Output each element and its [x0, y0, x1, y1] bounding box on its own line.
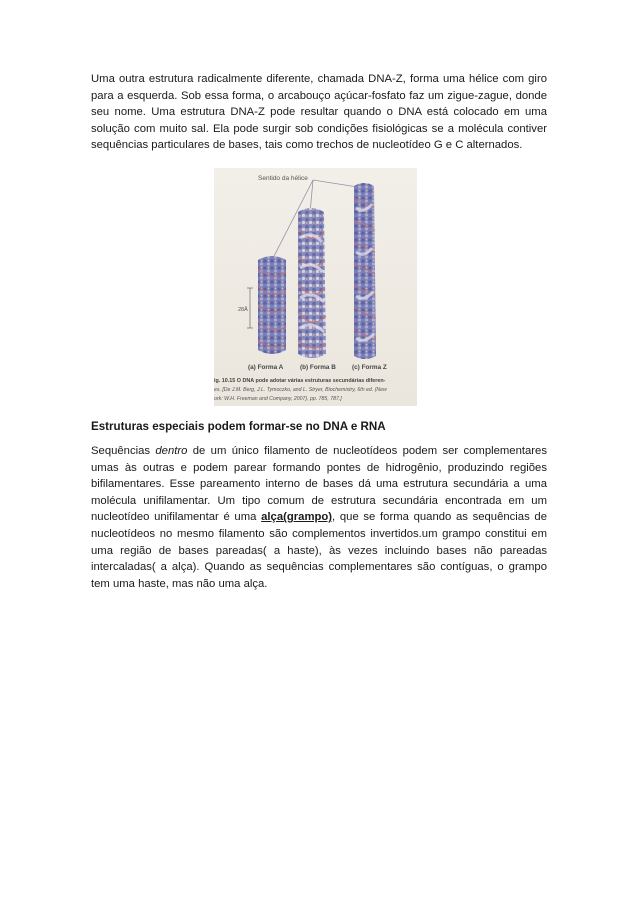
helix-direction-label: Sentido da hélice	[258, 174, 308, 182]
dna-form-z-helix	[354, 183, 376, 359]
paragraph-hairpin-italic: dentro	[155, 444, 188, 457]
form-z-label: (c) Forma Z	[352, 363, 387, 371]
dna-form-b-helix	[298, 208, 326, 358]
dna-forms-figure	[214, 168, 417, 406]
figure-caption-line-2: es. [De J.M. Berg, J.L. Tymoczko, and L. Stryer, Biochemistry, 6th ed. (New	[214, 386, 387, 393]
form-a-label: (a) Forma A	[248, 363, 284, 371]
paragraph-dna-z: Uma outra estrutura radicalmente diferente, chamada DNA-Z, forma uma hélice com giro para a esquerda. Sob essa forma, o arcabouço açúcar-fosfato faz um zigue-zague, donde seu nome. Uma estrutura DNA-Z pode resultar quando o DNA está colocado em uma solução com muito sal. Ela pode surgir sob condições fisiológicas se a molécula contiver sequências particulares de bases, tais como trechos de nucleotídeo G e C alternados.	[91, 73, 547, 152]
form-b-label: (b) Forma B	[300, 363, 336, 371]
paragraph-hairpin-part-2: de um único filamento de nucleotídeos podem ser complementares umas às outras e podem parear formando pontes de hidrogênio, produzindo regiões bifilamentares. Esse pareamento interno de bases dá uma estrutura secundária a uma molécula unifilamentar. Um tipo comum de estrutura secundária encontrada em um nucleotídeo unifilamentar é uma	[91, 444, 547, 524]
figure-caption-line-3: ork: W.H. Freeman and Company, 2007), pp. 785, 787.]	[214, 395, 342, 402]
hairpin-term: alça(grampo)	[261, 511, 333, 524]
document-page	[91, 71, 547, 592]
scale-label: 28Å	[238, 306, 248, 313]
section-heading: Estruturas especiais podem formar-se no DNA e RNA	[91, 419, 386, 433]
paragraph-hairpin-part-1: Sequências	[91, 444, 156, 457]
figure-caption-line-1: ig. 10.15 O DNA pode adotar várias estruturas secundárias diferen-	[214, 377, 386, 384]
paragraph-hairpin	[91, 443, 547, 592]
dna-helix-illustration	[214, 168, 417, 406]
paragraph-hairpin-part-3: , que se forma quando as sequências de nucleotídeos no mesmo filamento são complementos invertidos.um grampo constitui em uma região de bases pareadas( a haste), às vezes incluindo bases não pareadas intercaladas( a alça). Quando as sequências complementares são contíguas, o grampo tem uma haste, mas não uma alça.	[91, 511, 547, 590]
dna-form-a-helix	[258, 256, 286, 354]
